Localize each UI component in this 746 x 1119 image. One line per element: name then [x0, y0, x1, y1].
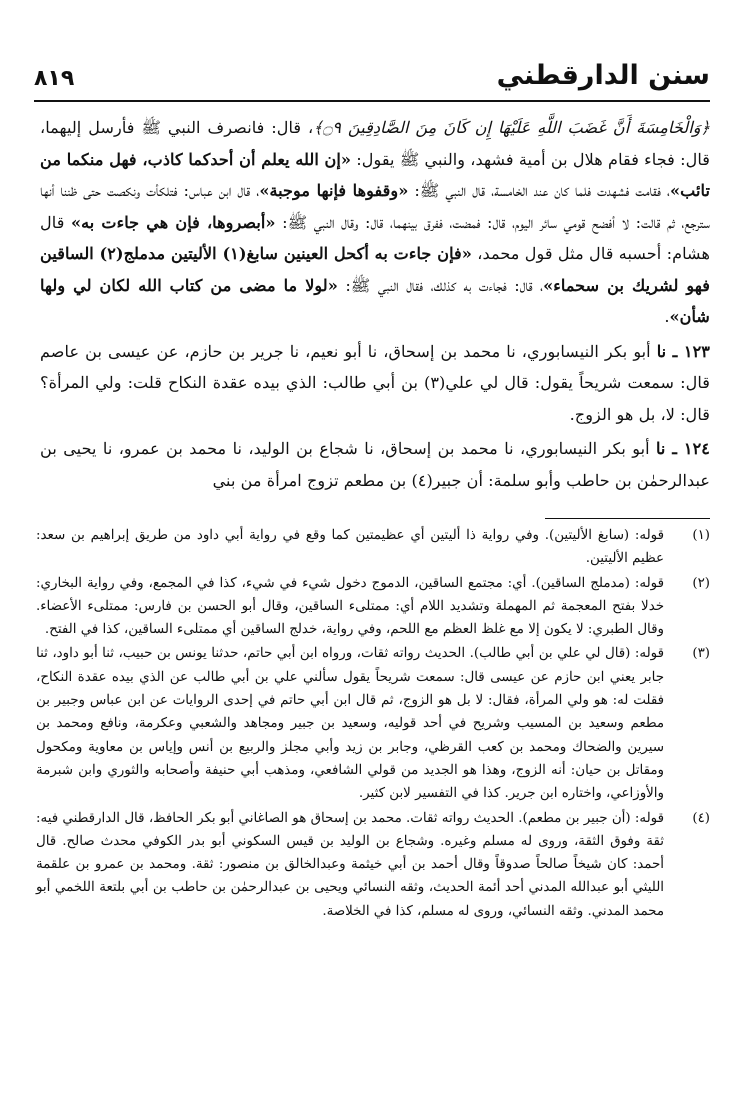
footnote-1	[36, 524, 710, 571]
footnote-4	[36, 807, 710, 923]
paragraph-hadith-123	[40, 336, 710, 431]
footnote-text: قوله: (أن جبير بن مطعم). الحديث رواته ثقات. محمد بن إسحاق هو الصاغاني أبو بكر الحافظ، قال الدارقطني فيه: ثقة وفوق الثقة، وروى له مسلم وغيره. وشجاع بن الوليد بن قيس السكوني أبو بدر الكوفي محدث صالح. قال أحمد: كان شيخاً صالحاً صدوقاً وقال أحمد بن أبي خيثمة وعبدالخالق بن منصور: ثقة. ومحمد بن عمرو بن علقمة الليثي أبو عبدالله المدني أحد أئمة الحديث، وثقه النسائي ويحيى بن عبدالرحمٰن بن حاطب بن أبي بلتعة اللخمي أبو محمد المدني. وثقه النسائي، وروى له مسلم، كذا في الخلاصة.	[36, 810, 664, 919]
footnote-label: (٢)	[692, 575, 710, 591]
footnotes	[36, 524, 710, 923]
prophetic-saying: «إن الله يعلم أن أحدكما كاذب، فهل منكما من تائب»	[40, 149, 710, 200]
hadith-number: ١٢٣ ـ نا	[656, 341, 710, 361]
prophetic-saying: «فإن جاءت به أكحل العينين سابغ(١) الأليتين مدملج(٢) الساقين فهو لشريك بن سحماء»	[40, 244, 710, 295]
prophetic-saying: «أبصروها، فإن هي جاءت به»	[71, 212, 276, 232]
prophetic-saying: «وقفوها فإنها موجبة»	[259, 181, 409, 200]
text-run: قال هشام: أحسبه قال مثل قول محمد،	[40, 212, 711, 263]
main-text	[40, 112, 710, 496]
text-run: ، قال ابن عباس: فتلكأت ونكصت حتى ظننا أنها سترجع، ثم قالت: لا أفضح قومي سائر اليوم، قال: فمضت، ففرق بينهما، قال: وقال النبي ﷺ:	[40, 181, 711, 232]
footnote-separator	[545, 518, 710, 519]
book-title: سنن الدارقطني	[496, 60, 710, 91]
text-run: ، فقامت فشهدت فلما كان عند الخامسة، قال النبي ﷺ:	[408, 181, 671, 200]
text-run: ، قال: فجاءت به كذلك، فقال النبي ﷺ:	[337, 275, 544, 295]
hadith-text: أبو بكر النيسابوري، نا محمد بن إسحاق، نا أبو نعيم، نا جرير بن حازم، عن عيسى بن عاصم قال: سمعت شريحاً يقول: قال لي علي(٣) بن أبي طالب: الذي بيده عقدة النكاح قلت: ولي المرأة؟ قال: لا، بل هو الزوج.	[40, 341, 711, 424]
footnote-text: قوله: (مدملج الساقين). أي: مجتمع الساقين، الدموج دخول شيء في شيء، كذا في المجمع، وفي رواية البخاري: خدلا بفتح المعجمة ثم المهملة وتشديد اللام أي: ممتلىء الساقين، وقال أبو الحسن بن فارس: ممتلىء الأعضاء. وقال الطبري: لا يكون إلا مع غلظ العظم مع اللحم، وفي رواية، خدلج الساقين أي ممتلىء الساقين، كذا في الفتح.	[36, 575, 664, 638]
footnote-2	[36, 572, 710, 642]
header-rule	[34, 100, 710, 102]
paragraph-hadith-124	[40, 433, 710, 496]
text-run: .	[664, 307, 670, 326]
hadith-text: أبو بكر النيسابوري، نا محمد بن إسحاق، نا شجاع بن الوليد، نا محمد بن عمرو، نا يحيى بن عبدالرحمٰن بن حاطب وأبو سلمة: أن جبير(٤) بن مطعم تزوج امرأة من بني	[40, 439, 710, 490]
page-number: ٨١٩	[34, 66, 75, 91]
text-run: ، قال: فانصرف النبي ﷺ فأرسل إليهما، قال: فجاء فقام هلال بن أمية فشهد، والنبي ﷺ يقول:	[40, 118, 710, 169]
paragraph-hadith-continuation	[40, 112, 710, 333]
prophetic-saying: «لولا ما مضى من كتاب الله لكان لي ولها شأن»	[40, 275, 710, 326]
hadith-number: ١٢٤ ـ نا	[656, 439, 710, 458]
quran-verse: ﴿وَالْخَامِسَةَ أَنَّ غَضَبَ اللَّهِ عَلَيْهَا إِن كَانَ مِنَ الصَّادِقِينَ ۝٩﴾	[313, 118, 710, 137]
footnote-3	[36, 642, 710, 805]
footnote-text: قوله: (قال لي علي بن أبي طالب). الحديث رواته ثقات، ورواه ابن أبي حاتم، حدثنا يونس بن حبيب، ثنا أبو داود، ثنا جابر يعني ابن حازم عن عيسى قال: سمعت شريحاً يقول سألني علي بن أبي طالب عن الذي بيده عقدة النكاح، فقلت له: هو ولي المرأة، فقال: لا بل هو الزوج، ثم قال ابن أبي حاتم في إحدى الروايات عن ابن عباس وجبير بن مطعم وسعيد بن المسيب وشريح في أحد قوليه، وسعيد بن جبير ومجاهد والشعبي وعكرمة، ونافع ومحمد بن سيرين والضحاك ومحمد بن كعب القرظي، وجابر بن زيد وأبي مجلز والربيع بن أنس وإياس بن معاوية ومكحول ومقاتل بن حيان: أنه الزوج، وهذا هو الجديد من قولي الشافعي، ومذهب أبي حنيفة وأصحابه والثوري وابن شبرمة والأوزاعي، واختاره ابن جرير. كذا في التفسير لابن كثير.	[36, 646, 664, 802]
footnote-text: قوله: (سابغ الأليتين). وفي رواية ذا أليتين أي عظيمتين كما وقع في رواية أبي داود من طريق إبراهيم بن سعد: عظيم الأليتين.	[36, 528, 664, 567]
footnote-label: (١)	[692, 528, 710, 543]
footnote-label: (٣)	[692, 646, 710, 662]
footnote-label: (٤)	[692, 810, 710, 826]
running-header	[34, 58, 710, 102]
